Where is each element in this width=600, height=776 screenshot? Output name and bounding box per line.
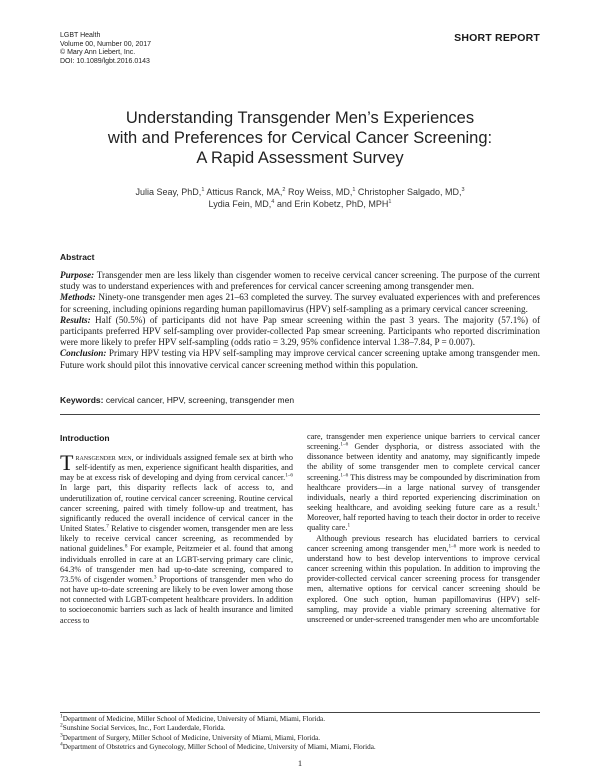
paragraph-text: Moreover, half reported having to teach their doctor in order to receive quality care.	[307, 513, 540, 533]
footnote-item	[60, 734, 540, 743]
abstract-results	[60, 315, 540, 349]
abstract-purpose-text: Transgender men are less likely than cisgender women to receive cervical cancer screening. The purpose of the current study was to understand experiences with and preferences for cervical cancer screening among transgender men.	[60, 270, 540, 292]
introduction-heading: Introduction	[60, 433, 110, 443]
footnote-mark: 1	[60, 713, 63, 720]
author-name: and Erin Kobetz, PhD, MPH	[276, 199, 389, 209]
article-title	[60, 108, 540, 168]
abstract-results-text: Half (50.5%) of participants did not have Pap smear screening within the past 3 years. The majority (57.1%) of participants preferred HPV self-sampling over provider-collected Pap smear screening. Participants who reported discrimination were more likely to prefer HPV self-sampling (odds ratio = 3.29, 95% confidence interval 1.38–7.84, P = 0.007).	[60, 314, 541, 348]
journal-doi[interactable]: DOI: 10.1089/lgbt.2016.0143	[60, 57, 150, 65]
abstract-heading: Abstract	[60, 252, 95, 262]
paragraph-text: more work is needed to understand how to best develop interventions to improve cervical cancer screening within this population. In addition to improving the provider-collected cervical cancer screening process for transgender men, alternative options for cervical cancer screening should be explored. One such option, human papillomavirus (HPV) self-sampling, may provide a viable primary screening alternative for unscreened or under-screened transgender men who are uncomfortable	[307, 543, 540, 624]
author-list	[60, 186, 540, 210]
author-name: Julia Seay, PhD,	[135, 187, 202, 197]
author-affiliation-mark: 1	[352, 187, 356, 193]
footnote-text: Department of Medicine, Miller School of Medicine, University of Miami, Miami, Florida.	[62, 715, 326, 723]
affiliation-footnotes	[60, 715, 540, 753]
citation-ref[interactable]: 3	[153, 574, 157, 581]
citation-ref[interactable]: 1–6	[448, 542, 457, 549]
keywords-label: Keywords:	[60, 395, 104, 405]
abstract-conclusion-label: Conclusion:	[60, 348, 107, 359]
paragraph-text: care, transgender men experience unique barriers to cervical cancer screening.	[307, 432, 540, 452]
paragraph-text: This distress may be compounded by discrimination from healthcare providers—in a large national survey of transgender individuals, nearly a third reported experiencing discrimination on seeking healthcare, and avoiding seeking future care as a result.	[307, 472, 540, 513]
abstract-methods-label: Methods:	[60, 292, 96, 303]
body-column-left	[60, 450, 294, 626]
author-name: Christopher Salgado, MD,	[357, 187, 462, 197]
footnote-text: Sunshine Social Services, Inc., Fort Lauderdale, Florida.	[62, 724, 226, 733]
footnote-mark: 3	[60, 732, 63, 739]
section-divider	[60, 414, 540, 415]
footnote-text: Department of Obstetrics and Gynecology, Miller School of Medicine, University of Miami, Miami, Florida.	[62, 743, 376, 752]
paragraph-text: Gender dysphoria, or distress associated with the dissonance between identity and anatomy, may significantly impede the ability of some transgender men to complete cervical cancer screening.	[307, 442, 541, 482]
journal-volume: Volume 00, Number 00, 2017	[60, 40, 152, 48]
author-affiliation-mark: 3	[461, 187, 465, 193]
abstract-purpose	[60, 270, 540, 292]
paragraph-text: or individuals assigned female sex at birth who self-identify as men, experience significant health disparities, and may be at excess risk of developing and dying from cervical cancer.	[60, 453, 293, 483]
journal-info	[60, 32, 151, 66]
author-affiliation-mark: 1	[388, 199, 392, 205]
footnote-item	[60, 743, 540, 752]
intro-paragraph-2	[307, 534, 540, 625]
paragraph-text: Relative to cisgender women, transgender men are less likely to receive cervical cancer screening, as recommended by national guidelines.	[60, 524, 294, 554]
journal-name: LGBT Health	[60, 32, 101, 39]
citation-ref[interactable]: 1	[537, 502, 540, 509]
author-affiliation-mark: 1	[201, 187, 205, 193]
title-line-2: with and Preferences for Cervical Cancer Screening:	[107, 129, 493, 147]
abstract-conclusion	[60, 348, 540, 370]
footnote-text: Department of Surgery, Miller School of Medicine, University of Miami, Miami, Florida.	[62, 733, 321, 742]
footnote-item	[60, 724, 540, 733]
lead-in-smallcaps: ransgender men,	[75, 453, 134, 462]
body-column-right	[307, 432, 540, 625]
paragraph-text: Proportions of transgender men who do not have up-to-date screening are likely to be even lower among those not connected with LGBT-competent healthcare providers. In addition to socioeconomic barriers such as lack of health insurance and limited access to	[60, 574, 293, 625]
journal-copyright: © Mary Ann Liebert, Inc.	[60, 49, 136, 57]
report-type-label: SHORT REPORT	[454, 32, 540, 44]
abstract-methods-text: Ninety-one transgender men ages 21–63 completed the survey. The survey evaluated experiences with and preferences for screening, including opinions regarding human papillomavirus (HPV) self-sampling as a primary cervical cancer screening.	[60, 292, 540, 314]
author-name: Lydia Fein, MD,	[208, 199, 272, 209]
author-affiliation-mark: 2	[282, 187, 286, 193]
paragraph-text: Although previous research has elucidated barriers to cervical cancer screening among transgender men,	[307, 533, 540, 553]
abstract-body	[60, 270, 540, 371]
abstract-conclusion-text: Primary HPV testing via HPV self-sampling may improve cervical cancer screening uptake among transgender men. Future work should pilot this innovative cervical cancer screening method within this population.	[60, 348, 541, 370]
citation-ref[interactable]: 7	[106, 523, 109, 530]
intro-paragraph-continued	[307, 432, 540, 534]
citation-ref[interactable]: 1–6	[285, 472, 293, 479]
title-line-1: Understanding Transgender Men’s Experiences	[125, 109, 475, 127]
author-name: Roy Weiss, MD,	[288, 187, 353, 197]
abstract-purpose-label: Purpose:	[60, 270, 95, 280]
paragraph-text: For example, Peitzmeier et al. found that among individuals enrolled in care at an LGBT-serving primary care clinic, 64.3% of transgender men had up-to-date screening, compared to 73.5% of cisgender women.	[60, 544, 293, 584]
page-number: 1	[297, 758, 303, 768]
footnote-mark: 2	[60, 723, 63, 730]
intro-paragraph	[60, 450, 294, 626]
citation-ref[interactable]: 1–6	[340, 471, 349, 478]
citation-ref[interactable]: 1	[347, 522, 351, 529]
keywords	[60, 395, 540, 406]
abstract-methods	[60, 292, 540, 314]
footnote-mark: 4	[60, 741, 63, 748]
citation-ref[interactable]: 1–6	[340, 441, 349, 448]
author-affiliation-mark: 4	[271, 199, 275, 205]
title-line-3: A Rapid Assessment Survey	[196, 149, 404, 167]
citation-ref[interactable]: 8	[124, 543, 128, 550]
footnote-divider	[60, 712, 540, 713]
keywords-text: cervical cancer, HPV, screening, transgender men	[105, 395, 295, 405]
footnote-item	[60, 715, 540, 724]
drop-cap: T	[60, 450, 74, 475]
paragraph-text: In large part, this disparity reflects lack of access to, and underutilization of, routine cervical cancer screening. Routine cervical cancer screening, paired with timely follow-up and treatment, has significantly reduced the overall incidence of cervical cancer in the United States.	[60, 483, 293, 534]
abstract-results-label: Results:	[60, 314, 91, 325]
author-name: Atticus Ranck, MA,	[206, 187, 283, 197]
